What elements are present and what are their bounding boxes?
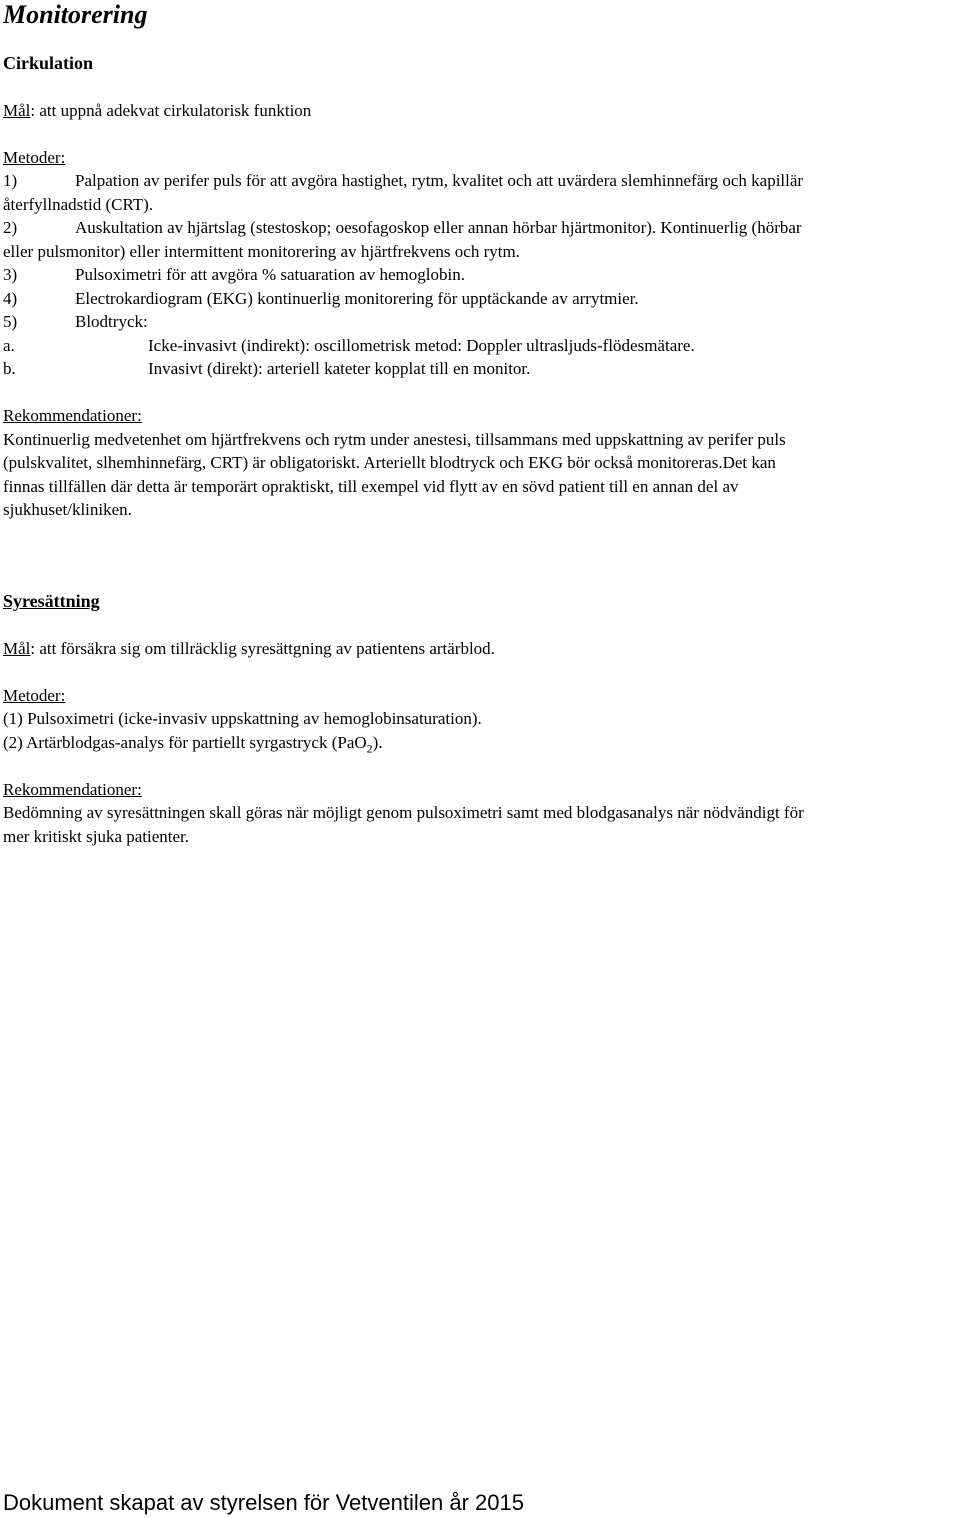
- list-item: [3, 287, 955, 311]
- list-item: [3, 310, 955, 334]
- methods-list: [3, 169, 955, 381]
- list-item-text: Icke-invasivt (indirekt): oscillometrisk metod: Doppler ultrasljuds-flödesmätare.: [148, 335, 695, 355]
- list-item-number: 4): [3, 288, 18, 308]
- list-item-text: Electrokardiogram (EKG) kontinuerlig monitorering för upptäckande av arrytmier.: [75, 288, 639, 308]
- list-item-number: b.: [3, 359, 16, 378]
- page-title: Monitorering: [3, 0, 148, 29]
- methods-label: [3, 146, 955, 170]
- method-item: [3, 731, 955, 755]
- list-item-continuation: eller pulsmonitor) eller intermittent monitorering av hjärtfrekvens och rytm.: [3, 241, 520, 261]
- list-item: [3, 169, 955, 193]
- goal-line: [3, 99, 955, 123]
- recommendation-line: Kontinuerlig medvetenhet om hjärtfrekvens och rytm under anestesi, tillsammans med uppskattning av perifer puls: [3, 429, 786, 449]
- method-item-text: (2) Artärblodgas-analys för partiellt syrgastryck (PaO: [3, 732, 367, 752]
- recommendations-label: [3, 404, 955, 428]
- page-footer: Dokument skapat av styrelsen för Vetventilen år 2015: [3, 1490, 524, 1515]
- recommendation-line: sjukhuset/kliniken.: [3, 500, 132, 519]
- list-item: [3, 216, 955, 240]
- section-heading-cirkulation: Cirkulation: [3, 53, 94, 73]
- goal-label: Mål: [3, 100, 31, 120]
- section-syresattning: [3, 590, 955, 848]
- list-item-number: a.: [3, 335, 15, 355]
- goal-label: Mål: [3, 638, 31, 658]
- recommendation-line: finnas tillfällen där detta är temporärt opraktiskt, till exempel vid flytt av en sövd patient till en annan del av: [3, 476, 739, 496]
- list-item-number: 2): [3, 218, 18, 237]
- goal-text: : att uppnå adekvat cirkulatorisk funktion: [30, 100, 312, 120]
- list-item: [3, 334, 955, 358]
- method-item-suffix: ).: [372, 732, 383, 752]
- recommendation-line: mer kritiskt sjuka patienter.: [3, 826, 190, 846]
- goal-text: : att försäkra sig om tillräcklig syresättgning av patientens artärblod.: [30, 638, 495, 658]
- list-item-text: Auskultation av hjärtslag (stestoskop; oesofagoskop eller annan hörbar hjärtmonitor). Kontinuerlig (hörbar: [75, 218, 802, 237]
- list-item-text: Blodtryck:: [75, 312, 148, 331]
- list-item: [3, 263, 955, 287]
- list-item: [3, 357, 955, 381]
- list-item-text: Invasivt (direkt): arteriell kateter kopplat till en monitor.: [148, 359, 531, 378]
- goal-line: [3, 637, 955, 661]
- list-item-number: 3): [3, 265, 18, 284]
- section-heading-text: Syresättning: [3, 591, 100, 611]
- list-item-text: Pulsoximetri för att avgöra % satuaration av hemoglobin.: [75, 265, 465, 284]
- method-item: (1) Pulsoximetri (icke-invasiv uppskattning av hemoglobinsaturation).: [3, 709, 482, 728]
- recommendations-label-text: Rekommendationer:: [3, 779, 142, 799]
- recommendations-text: [3, 428, 955, 522]
- methods-label-text: Metoder:: [3, 685, 66, 705]
- list-item-continuation: återfyllnadstid (CRT).: [3, 194, 154, 214]
- section-cirkulation: [3, 52, 955, 522]
- methods-label: [3, 684, 955, 708]
- list-item-text: Palpation av perifer puls för att avgöra hastighet, rytm, kvalitet och att uvärdera slemhinnefärg och kapillär: [75, 171, 804, 190]
- recommendations-label-text: Rekommendationer:: [3, 406, 142, 425]
- recommendations-label: [3, 778, 955, 802]
- recommendations-text: [3, 801, 955, 848]
- recommendation-line: Bedömning av syresättningen skall göras när möjligt genom pulsoximetri samt med blodgasanalys när nödvändigt för: [3, 803, 804, 822]
- list-item-number: 1): [3, 171, 18, 190]
- methods-label-text: Metoder:: [3, 147, 66, 167]
- recommendation-line: (pulskvalitet, slhemhinnefärg, CRT) är obligatoriskt. Arteriellt blodtryck och EKG bör också monitoreras.Det kan: [3, 453, 776, 472]
- subscript: 2: [366, 740, 373, 755]
- section-heading-syresattning: [3, 590, 955, 614]
- list-item-number: 5): [3, 312, 18, 331]
